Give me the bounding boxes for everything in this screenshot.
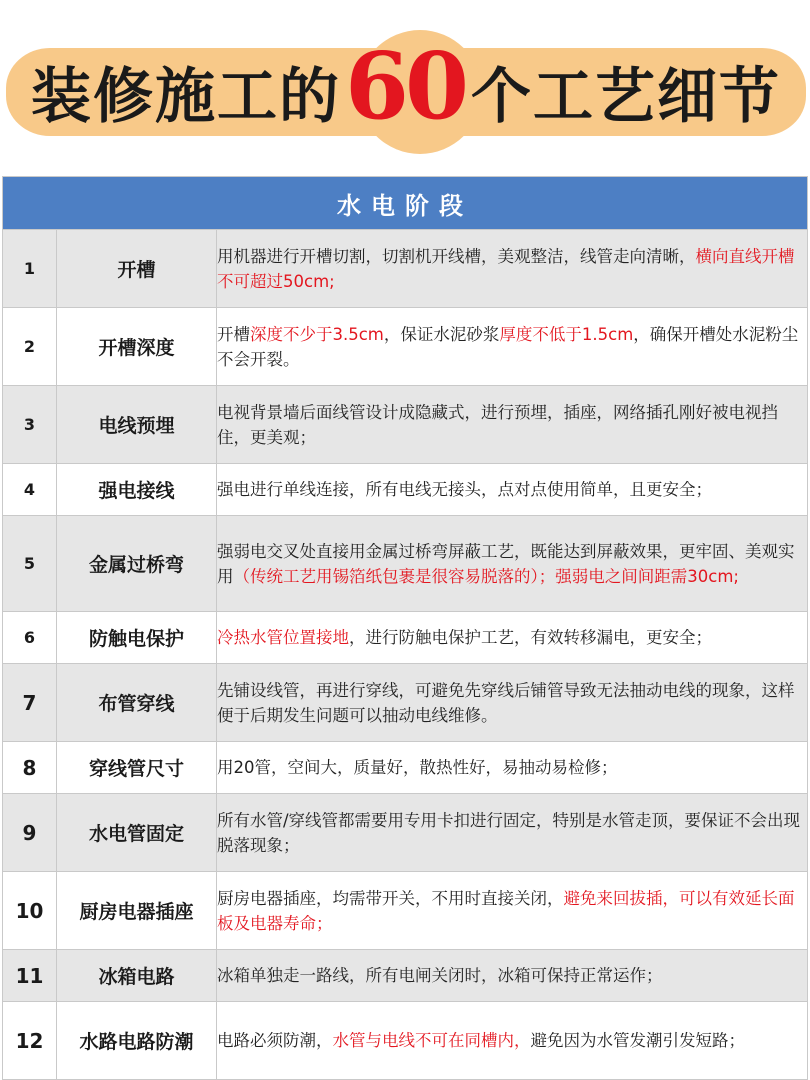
description-highlight: 厚度不低于1.5cm <box>499 324 634 344</box>
row-title: 金属过桥弯 <box>57 516 217 612</box>
row-title: 强电接线 <box>57 464 217 516</box>
description-highlight: 避免来回拔插，可以有效延长面板及电器寿命； <box>217 888 795 933</box>
description-text: 用20管，空间大，质量好，散热性好，易抽动易检修； <box>217 758 618 777</box>
row-title: 防触电保护 <box>57 612 217 664</box>
description-text: 强电进行单线连接，所有电线无接头，点对点使用简单，且更安全； <box>217 480 712 499</box>
row-number: 12 <box>3 1002 57 1080</box>
table-row <box>3 1002 808 1080</box>
description-text: 用机器进行开槽切割，切割机开线槽，美观整洁，线管走向清晰， <box>217 246 696 266</box>
description-text: 开槽 <box>217 324 250 344</box>
description-text: ，进行防触电保护工艺，有效转移漏电，更安全； <box>349 628 712 647</box>
description-text: 强弱电交叉处直接用金属过桥弯屏蔽工艺，既能达到屏蔽效果，更牢固、美观实用 <box>217 541 795 586</box>
description-highlight: 冷热水管位置接地 <box>217 628 349 647</box>
description-text: 电路必须防潮， <box>217 1031 333 1050</box>
row-description <box>217 386 808 464</box>
row-title: 水路电路防潮 <box>57 1002 217 1080</box>
row-description <box>217 308 808 386</box>
description-highlight: 水管与电线不可在同槽内， <box>332 1031 531 1050</box>
row-title: 穿线管尺寸 <box>57 742 217 794</box>
table-row <box>3 464 808 516</box>
row-description <box>217 664 808 742</box>
row-title: 开槽 <box>57 230 217 308</box>
row-number: 4 <box>3 464 57 516</box>
row-title: 电线预埋 <box>57 386 217 464</box>
row-number: 5 <box>3 516 57 612</box>
table-row <box>3 664 808 742</box>
row-number: 9 <box>3 794 57 872</box>
table-row <box>3 230 808 308</box>
table-row <box>3 742 808 794</box>
row-number: 8 <box>3 742 57 794</box>
description-text: 所有水管/穿线管都需要用专用卡扣进行固定，特别是水管走顶，要保证不会出现脱落现象； <box>217 810 801 855</box>
description-text: 电视背景墙后面线管设计成隐藏式，进行预埋，插座，网络插孔刚好被电视挡住，更美观； <box>217 402 778 447</box>
title-number: 60 <box>344 32 466 140</box>
table-row <box>3 794 808 872</box>
row-number: 10 <box>3 872 57 950</box>
row-description <box>217 516 808 612</box>
description-text: 冰箱单独走一路线，所有电闸关闭时，冰箱可保持正常运作； <box>217 966 663 985</box>
row-description <box>217 1002 808 1080</box>
table-row <box>3 872 808 950</box>
row-title: 水电管固定 <box>57 794 217 872</box>
row-title: 冰箱电路 <box>57 950 217 1002</box>
description-text: 先铺设线管，再进行穿线，可避免先穿线后铺管导致无法抽动电线的现象，这样便于后期发生问题可以抽动电线维修。 <box>217 680 795 725</box>
title-banner <box>6 30 806 154</box>
row-description <box>217 794 808 872</box>
row-description <box>217 950 808 1002</box>
row-number: 6 <box>3 612 57 664</box>
title-suffix: 个工艺细节 <box>471 62 782 132</box>
row-description <box>217 230 808 308</box>
description-text: ，保证水泥砂浆 <box>383 324 500 344</box>
description-text: 避免因为水管发潮引发短路； <box>530 1031 745 1050</box>
row-number: 7 <box>3 664 57 742</box>
process-table <box>2 176 808 1080</box>
table-row <box>3 612 808 664</box>
row-title: 开槽深度 <box>57 308 217 386</box>
row-description <box>217 464 808 516</box>
row-description <box>217 612 808 664</box>
description-highlight: 深度不少于3.5cm <box>250 324 384 344</box>
row-number: 11 <box>3 950 57 1002</box>
section-header: 水电阶段 <box>3 177 808 230</box>
description-highlight: （传统工艺用锡箔纸包裹是很容易脱落的）；强弱电之间间距需30cm; <box>233 566 739 586</box>
table-row <box>3 950 808 1002</box>
table-row <box>3 308 808 386</box>
title-prefix: 装修施工的 <box>30 62 341 132</box>
table-row <box>3 386 808 464</box>
row-description <box>217 872 808 950</box>
table-row <box>3 516 808 612</box>
row-title: 厨房电器插座 <box>57 872 217 950</box>
page-title <box>6 32 806 140</box>
row-title: 布管穿线 <box>57 664 217 742</box>
description-highlight: 横向直线开槽不可超过50cm; <box>217 246 795 291</box>
row-number: 1 <box>3 230 57 308</box>
row-description <box>217 742 808 794</box>
row-number: 3 <box>3 386 57 464</box>
description-text: 厨房电器插座，均需带开关，不用时直接关闭， <box>217 888 564 908</box>
row-number: 2 <box>3 308 57 386</box>
description-text: ，确保开槽处水泥粉尘不会开裂。 <box>217 324 799 369</box>
